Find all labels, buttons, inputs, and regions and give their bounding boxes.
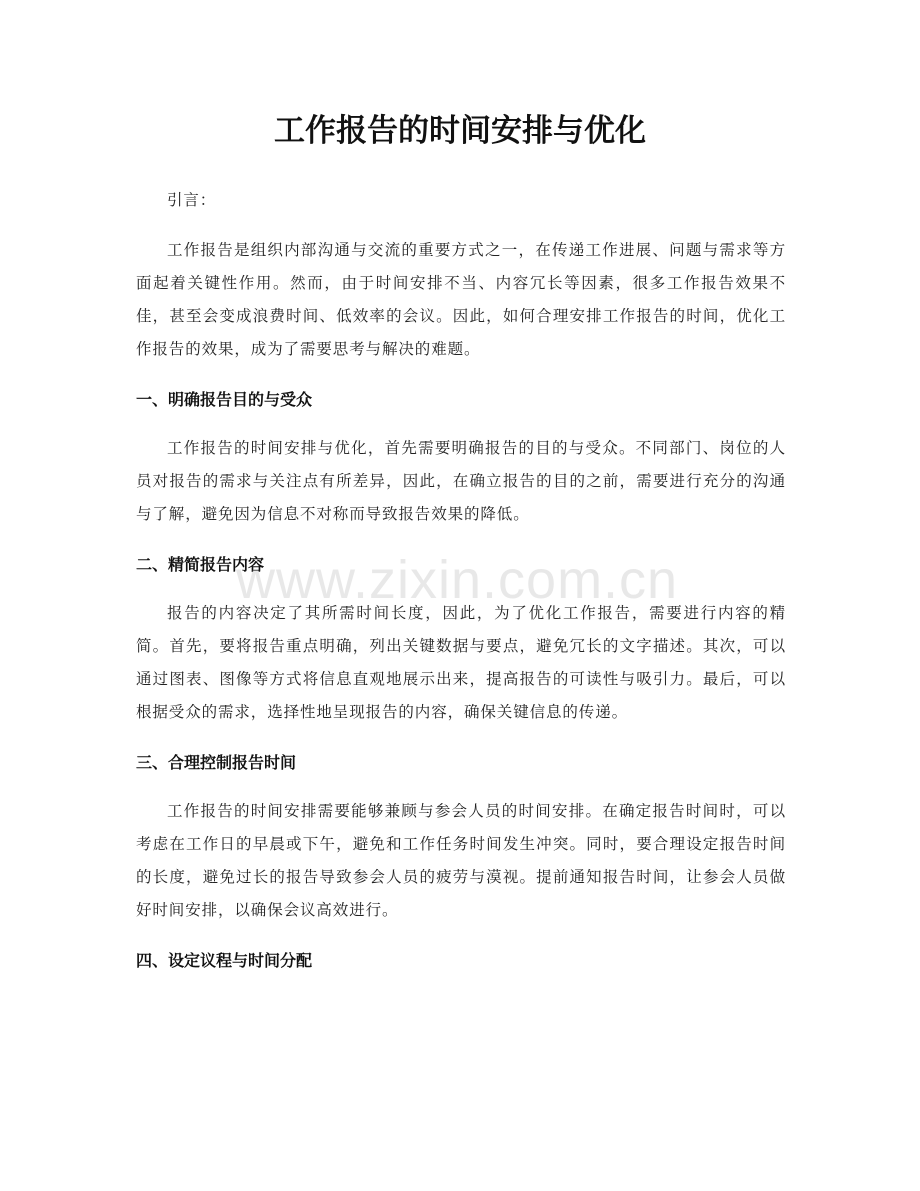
section-heading-3: 三、合理控制报告时间 [136, 753, 297, 772]
intro-paragraph: 工作报告是组织内部沟通与交流的重要方式之一，在传递工作进展、问题与需求等方面起着关键性作用。然而，由于时间安排不当、内容冗长等因素，很多工作报告效果不佳，甚至会变成浪费时间、低效率的会议。因此，如何合理安排工作报告的时间，优化工作报告的效果，成为了需要思考与解决的难题。 [136, 241, 786, 358]
section-heading-2: 二、精简报告内容 [136, 555, 265, 574]
document-title: 工作报告的时间安排与优化 [274, 113, 646, 149]
section-paragraph-2: 报告的内容决定了其所需时间长度，因此，为了优化工作报告，需要进行内容的精简。首先，要将报告重点明确，列出关键数据与要点，避免冗长的文字描述。其次，可以通过图表、图像等方式将信息直观地展示出来，提高报告的可读性与吸引力。最后，可以根据受众的需求，选择性地呈现报告的内容，确保关键信息的传递。 [136, 604, 786, 721]
intro-label: 引言： [167, 191, 217, 209]
section-heading-1: 一、明确报告目的与受众 [136, 390, 313, 409]
watermark-text: www.zixin.com.cn [236, 550, 679, 610]
section-paragraph-3: 工作报告的时间安排需要能够兼顾与参会人员的时间安排。在确定报告时间时，可以考虑在工作日的早晨或下午，避免和工作任务时间发生冲突。同时，要合理设定报告时间的长度，避免过长的报告导致参会人员的疲劳与漠视。提前通知报告时间，让参会人员做好时间安排，以确保会议高效进行。 [136, 802, 786, 919]
document-body [136, 184, 786, 993]
section-heading-4: 四、设定议程与时间分配 [136, 951, 313, 970]
section-paragraph-1: 工作报告的时间安排与优化，首先需要明确报告的目的与受众。不同部门、岗位的人员对报告的需求与关注点有所差异，因此，在确立报告的目的之前，需要进行充分的沟通与了解，避免因为信息不对称而导致报告效果的降低。 [136, 439, 786, 523]
